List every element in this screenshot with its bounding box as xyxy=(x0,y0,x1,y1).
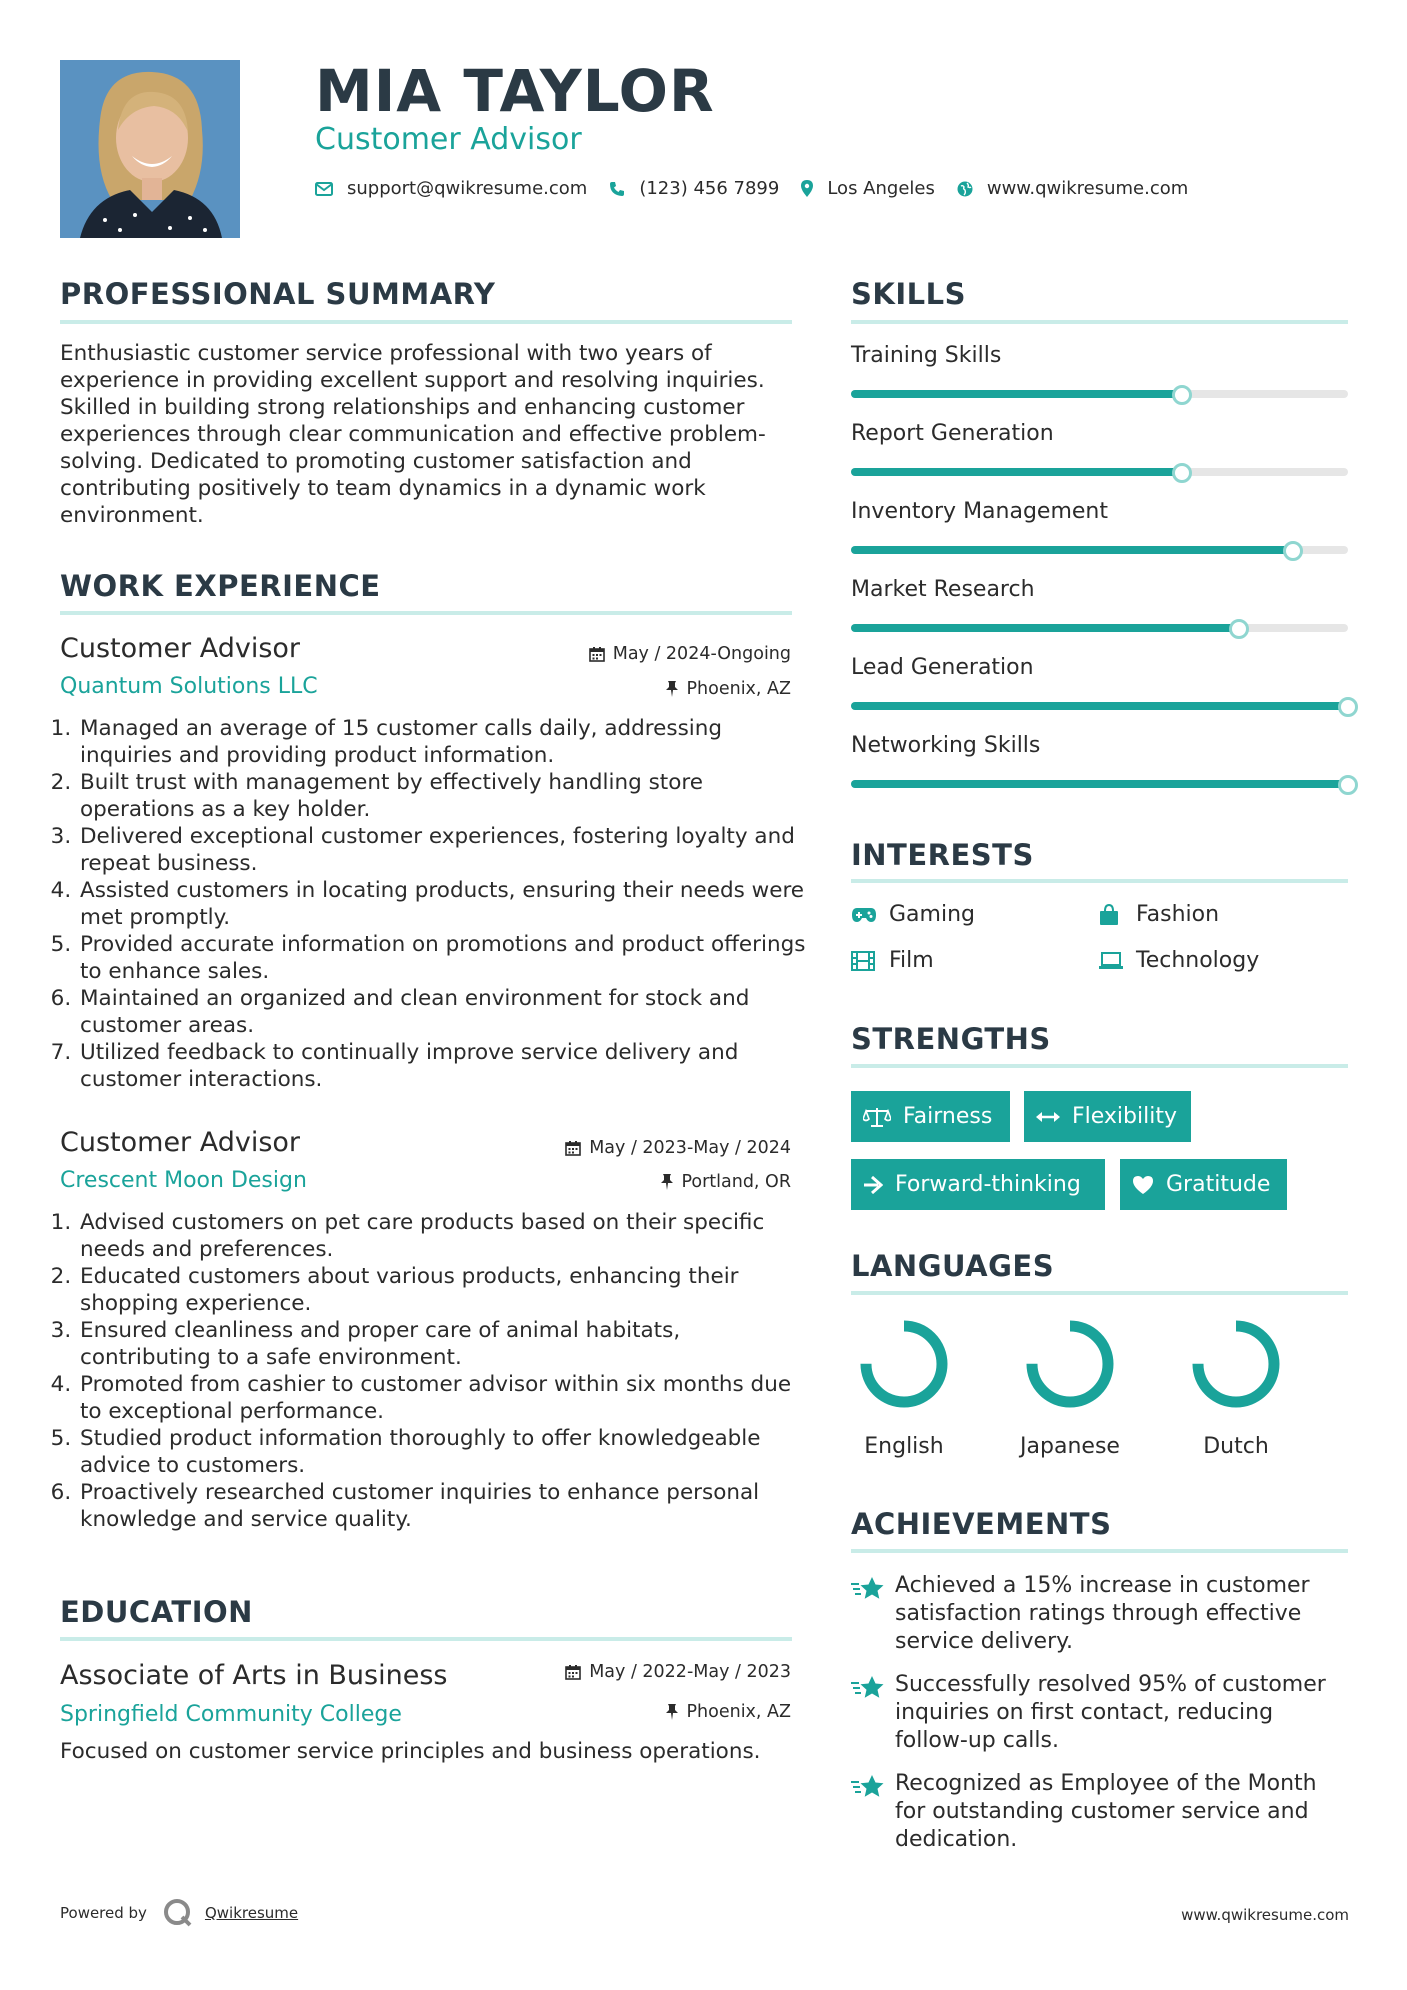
skill-bar xyxy=(851,390,1348,398)
interest-label: Fashion xyxy=(1136,902,1220,927)
job-title: Customer Advisor xyxy=(60,1127,301,1158)
arrow-right-icon xyxy=(863,1176,883,1194)
website-text: www.qwikresume.com xyxy=(986,178,1189,199)
star-icon xyxy=(851,1671,895,1755)
skill-label: Networking Skills xyxy=(851,733,1041,758)
job-location-text: Phoenix, AZ xyxy=(686,679,791,699)
skills-heading: SKILLS xyxy=(851,277,966,311)
location-text: Los Angeles xyxy=(827,178,935,199)
strength-label: Flexibility xyxy=(1072,1104,1177,1129)
skill-bar-knob xyxy=(1338,697,1358,717)
contact-email[interactable] xyxy=(315,178,587,199)
education-dates xyxy=(565,1661,791,1683)
list-item: 6. Maintained an organized and clean environment for stock and customer areas. xyxy=(78,985,814,1039)
language-label: Dutch xyxy=(1203,1434,1269,1459)
achievement-item xyxy=(851,1671,1351,1755)
achievements-rule xyxy=(851,1549,1348,1553)
pushpin-icon xyxy=(666,681,678,697)
profile-photo xyxy=(60,60,240,238)
skill-bar-fill xyxy=(851,780,1348,788)
contact-location xyxy=(801,178,935,199)
list-item: 5. Provided accurate information on promotions and product offerings to enhance sales. xyxy=(78,931,814,985)
calendar-icon xyxy=(589,646,605,662)
skill-bar-fill xyxy=(851,390,1182,398)
language-ring xyxy=(858,1318,950,1414)
strength-badge-flexibility xyxy=(1024,1091,1191,1142)
job-location xyxy=(661,1171,791,1193)
languages-rule xyxy=(851,1291,1348,1295)
interests-rule xyxy=(851,879,1348,883)
strength-badge-gratitude xyxy=(1120,1159,1287,1210)
job-location-text: Portland, OR xyxy=(681,1172,791,1192)
skill-bar xyxy=(851,468,1348,476)
list-item: 1. Managed an average of 15 customer calls daily, addressing inquiries and providing product information. xyxy=(78,715,814,769)
envelope-icon xyxy=(315,182,333,196)
interest-technology xyxy=(1098,947,1259,975)
strength-badge-fairness xyxy=(851,1091,1010,1142)
language-level-arc xyxy=(866,1326,942,1402)
phone-icon xyxy=(609,181,625,197)
phone-text: (123) 456 7899 xyxy=(639,178,780,199)
star-icon xyxy=(851,1770,895,1854)
strengths-heading: STRENGTHS xyxy=(851,1022,1051,1056)
list-item: 2. Educated customers about various products, enhancing their shopping experience. xyxy=(78,1263,814,1317)
job-dates xyxy=(589,643,791,665)
skill-label: Lead Generation xyxy=(851,655,1034,680)
list-item: 7. Utilized feedback to continually improve service delivery and customer interactions. xyxy=(78,1039,814,1093)
skill-bar-fill xyxy=(851,702,1348,710)
skill-bar xyxy=(851,780,1348,788)
interest-gaming xyxy=(851,901,975,929)
globe-icon xyxy=(957,181,973,197)
email-text: support@qwikresume.com xyxy=(347,178,588,199)
candidate-name: MIA TAYLOR xyxy=(315,57,715,125)
shopping-bag-icon xyxy=(1098,904,1128,926)
job-dates-text: May / 2024-Ongoing xyxy=(612,644,791,664)
summary-rule xyxy=(60,320,792,324)
language-label: English xyxy=(864,1434,944,1459)
footer-website[interactable]: www.qwikresume.com xyxy=(1181,1906,1349,1924)
brand-link[interactable]: Qwikresume xyxy=(204,1904,299,1922)
achievement-text: Recognized as Employee of the Month for outstanding customer service and dedication. xyxy=(895,1771,1317,1852)
contact-phone[interactable] xyxy=(609,178,779,199)
language-level-arc xyxy=(1198,1326,1274,1402)
job-bullets xyxy=(60,1209,814,1533)
summary-heading: PROFESSIONAL SUMMARY xyxy=(60,277,496,311)
education-dates-text: May / 2022-May / 2023 xyxy=(589,1662,791,1682)
degree-title: Associate of Arts in Business xyxy=(60,1660,448,1691)
star-icon xyxy=(851,1572,895,1656)
strength-label: Forward-thinking xyxy=(895,1172,1081,1197)
language-ring xyxy=(1190,1318,1282,1414)
qwikresume-logo-icon xyxy=(163,1898,193,1928)
achievement-text: Successfully resolved 95% of customer inquiries on first contact, reducing follow-up calls. xyxy=(895,1672,1326,1753)
education-heading: EDUCATION xyxy=(60,1595,253,1629)
calendar-icon xyxy=(565,1140,581,1156)
strength-label: Fairness xyxy=(903,1104,993,1129)
pushpin-icon xyxy=(666,1704,678,1720)
strengths-rule xyxy=(851,1064,1348,1068)
education-description: Focused on customer service principles and business operations. xyxy=(60,1739,761,1764)
education-location xyxy=(666,1701,791,1723)
achievement-text: Achieved a 15% increase in customer satisfaction ratings through effective service delivery. xyxy=(895,1573,1310,1654)
contact-website[interactable] xyxy=(957,178,1188,199)
footer-powered-by xyxy=(60,1898,298,1928)
pushpin-icon xyxy=(661,1174,673,1190)
list-item: 3. Delivered exceptional customer experiences, fostering loyalty and repeat business. xyxy=(78,823,814,877)
skills-rule xyxy=(851,320,1348,324)
experience-rule xyxy=(60,611,792,615)
education-rule xyxy=(60,1637,792,1641)
achievement-item xyxy=(851,1572,1351,1656)
contact-bar xyxy=(315,178,1210,199)
calendar-icon xyxy=(565,1664,581,1680)
job-company: Quantum Solutions LLC xyxy=(60,674,318,699)
job-title: Customer Advisor xyxy=(60,633,301,664)
gamepad-icon xyxy=(851,907,881,923)
achievement-item xyxy=(851,1770,1351,1854)
job-dates xyxy=(565,1137,791,1159)
arrows-horizontal-icon xyxy=(1036,1110,1060,1124)
interest-fashion xyxy=(1098,901,1219,929)
list-item: 1. Advised customers on pet care products based on their specific needs and preferences. xyxy=(78,1209,814,1263)
skill-bar-fill xyxy=(851,468,1182,476)
education-location-text: Phoenix, AZ xyxy=(686,1702,791,1722)
job-company: Crescent Moon Design xyxy=(60,1168,307,1193)
balance-scale-icon xyxy=(863,1106,891,1128)
skill-bar-knob xyxy=(1283,541,1303,561)
skill-label: Report Generation xyxy=(851,421,1054,446)
language-ring xyxy=(1024,1318,1116,1414)
list-item: 4. Promoted from cashier to customer advisor within six months due to exceptional performance. xyxy=(78,1371,814,1425)
skill-label: Inventory Management xyxy=(851,499,1108,524)
interest-label: Film xyxy=(889,948,934,973)
list-item: 5. Studied product information thoroughly to offer knowledgeable advice to customers. xyxy=(78,1425,814,1479)
skill-label: Market Research xyxy=(851,577,1035,602)
skill-bar-knob xyxy=(1172,385,1192,405)
map-marker-icon xyxy=(801,180,813,197)
experience-heading: WORK EXPERIENCE xyxy=(60,569,381,603)
skill-bar-knob xyxy=(1229,619,1249,639)
list-item: 4. Assisted customers in locating products, ensuring their needs were met promptly. xyxy=(78,877,814,931)
summary-text: Enthusiastic customer service professional with two years of experience in providing excellent support and resolving inquiries. Skilled in building strong relationships and enhancing customer experiences through clear communication and effective problem-solving. Dedicated to promoting customer satisfaction and contributing positively to team dynamics in a dynamic work environment. xyxy=(60,341,766,528)
school-name: Springfield Community College xyxy=(60,1702,402,1727)
language-level-arc xyxy=(1032,1326,1108,1402)
interest-label: Gaming xyxy=(889,902,975,927)
interests-heading: INTERESTS xyxy=(851,838,1034,872)
film-icon xyxy=(851,951,881,971)
list-item: 2. Built trust with management by effectively handling store operations as a key holder. xyxy=(78,769,814,823)
strength-badge-forward-thinking xyxy=(851,1159,1105,1210)
skill-label: Training Skills xyxy=(851,343,1002,368)
job-bullets xyxy=(60,715,814,1093)
interest-film xyxy=(851,947,934,975)
candidate-title: Customer Advisor xyxy=(315,122,582,157)
job-dates-text: May / 2023-May / 2024 xyxy=(589,1138,791,1158)
languages-heading: LANGUAGES xyxy=(851,1249,1055,1283)
list-item: 6. Proactively researched customer inquiries to enhance personal knowledge and service quality. xyxy=(78,1479,814,1533)
powered-by-text: Powered by xyxy=(60,1904,147,1922)
skill-bar xyxy=(851,546,1348,554)
skill-bar-knob xyxy=(1172,463,1192,483)
skill-bar-fill xyxy=(851,624,1239,632)
laptop-icon xyxy=(1098,952,1128,970)
heart-icon xyxy=(1132,1175,1154,1195)
skill-bar-fill xyxy=(851,546,1293,554)
achievements-heading: ACHIEVEMENTS xyxy=(851,1507,1112,1541)
interest-label: Technology xyxy=(1136,948,1260,973)
skill-bar xyxy=(851,702,1348,710)
skill-bar-knob xyxy=(1338,775,1358,795)
job-location xyxy=(666,678,791,700)
language-label: Japanese xyxy=(1020,1434,1120,1459)
skill-bar xyxy=(851,624,1348,632)
strength-label: Gratitude xyxy=(1166,1172,1271,1197)
list-item: 3. Ensured cleanliness and proper care of animal habitats, contributing to a safe environment. xyxy=(78,1317,814,1371)
